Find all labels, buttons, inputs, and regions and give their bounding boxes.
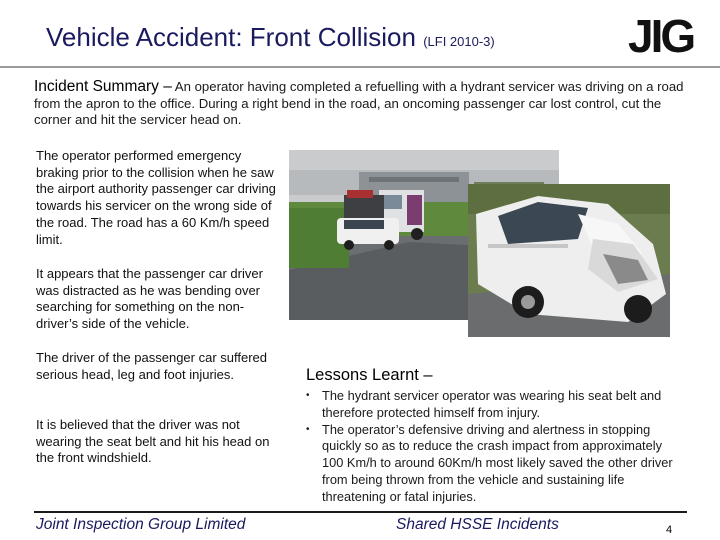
page-number: 4 — [666, 524, 673, 536]
summary-heading: Incident Summary – — [34, 78, 172, 95]
header-divider — [0, 66, 720, 68]
paragraph-braking: The operator performed emergency braking prior to the collision when he saw the airport authority passenger car driving towards his servicer on the wrong side of the road. The road has a 60 Km/h speed limit. — [36, 148, 276, 247]
incident-summary — [34, 79, 689, 129]
lessons-heading: Lessons Learnt – — [306, 366, 433, 384]
lessons-list — [306, 388, 686, 506]
lesson-text: The hydrant servicer operator was wearing his seat belt and therefore protected himself from injury. — [322, 388, 662, 420]
paragraph-distracted: It appears that the passenger car driver was distracted as he was bending over searching for something on the non-driver’s side of the vehicle. — [36, 266, 263, 332]
paragraph-seatbelt: It is believed that the driver was not wearing the seat belt and hit his head on the front windshield. — [36, 417, 270, 466]
lesson-item — [306, 388, 686, 422]
summary-text: An operator having completed a refuelling with a hydrant servicer was driving on a road from the apron to the office. During a right bend in the road, an oncoming passenger car lost control, cut the corner and hit the servicer head on. — [34, 79, 684, 127]
bullet-icon: • — [306, 390, 310, 401]
title-main: Vehicle Accident: Front Collision — [46, 22, 416, 52]
damaged-car-photo — [468, 184, 670, 337]
bullet-icon: • — [306, 423, 310, 435]
slide-title — [46, 22, 495, 53]
paragraph-injuries: The driver of the passenger car suffered serious head, leg and foot injuries. — [36, 350, 267, 382]
logo-text: JIG — [628, 10, 694, 62]
lesson-item — [306, 422, 686, 506]
footer-divider — [34, 511, 687, 513]
footer-organization: Joint Inspection Group Limited — [36, 516, 246, 533]
lesson-text: The operator’s defensive driving and alertness in stopping quickly so as to reduce the crash impact from approximately 100 Km/h to around 60Km/h most likely saved the other driver from being thrown from the vehicle and sustaining life threatening or fatal injuries. — [322, 421, 673, 504]
jig-logo — [626, 8, 696, 64]
footer-section: Shared HSSE Incidents — [396, 516, 559, 533]
title-reference: (LFI 2010-3) — [423, 34, 495, 49]
